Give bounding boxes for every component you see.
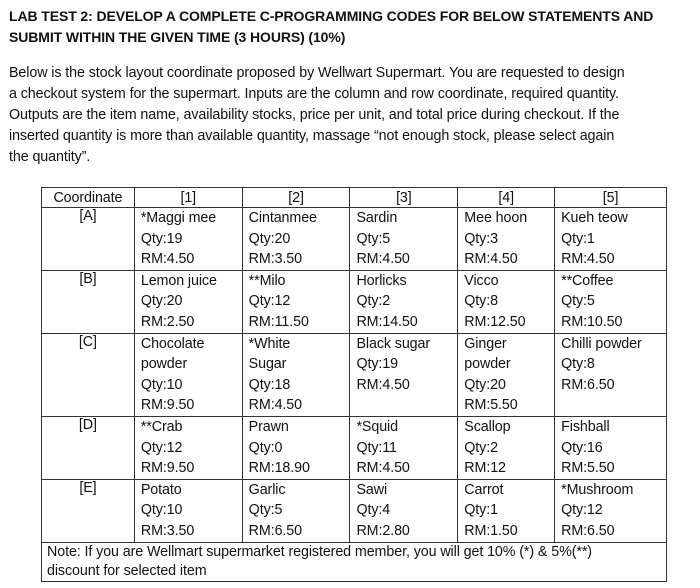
stock-layout-table	[41, 187, 667, 582]
cell-line: Chilli powder	[561, 335, 642, 352]
column-header: [2]	[242, 188, 350, 208]
cell-line: Kueh teow	[561, 210, 628, 226]
cell-line: RM:4.50	[140, 251, 195, 268]
cell-line: RM:3.50	[248, 251, 303, 268]
stock-cell	[350, 208, 458, 271]
cell-line: Qty:12	[561, 502, 603, 519]
cell-line: Qty:0	[248, 439, 283, 456]
cell-line: Qty:16	[561, 439, 603, 456]
stock-cell	[458, 270, 555, 333]
cell-line: Qty:19	[140, 230, 183, 247]
row-coordinate-label: [E]	[42, 479, 135, 542]
table-row	[42, 479, 667, 542]
cell-line: RM:9.50	[140, 460, 195, 477]
table-row	[42, 270, 667, 333]
stock-cell	[350, 479, 458, 542]
cell-line: RM:6.50	[248, 522, 303, 539]
cell-line: RM:1.50	[464, 522, 518, 539]
stock-cell	[134, 416, 242, 479]
cell-line: RM:9.50	[140, 397, 195, 414]
document-title	[9, 6, 689, 47]
stock-cell	[555, 479, 667, 542]
description-line: the quantity”.	[9, 149, 91, 165]
cell-line: Fishball	[561, 418, 610, 435]
cell-line: Qty:12	[140, 439, 183, 456]
stock-cell	[134, 208, 242, 271]
description-line: a checkout system for the supermart. Inputs are the column and row coordinate, required quantity.	[9, 86, 619, 102]
stock-cell	[555, 333, 667, 416]
cell-line: powder	[140, 356, 188, 373]
cell-line: RM:6.50	[561, 376, 615, 393]
row-coordinate-label: [A]	[42, 208, 135, 271]
cell-line: RM:11.50	[248, 313, 309, 330]
stock-cell	[350, 333, 458, 416]
discount-note	[42, 542, 667, 581]
stock-cell	[134, 333, 242, 416]
cell-line: RM:4.50	[561, 251, 615, 268]
cell-line: Qty:20	[248, 230, 291, 247]
cell-line: RM:14.50	[356, 313, 418, 330]
cell-line: **Coffee	[561, 272, 614, 289]
title-line: SUBMIT WITHIN THE GIVEN TIME (3 HOURS) (10%)	[9, 28, 346, 45]
cell-line: Qty:2	[464, 439, 498, 456]
stock-cell	[350, 270, 458, 333]
cell-line: RM:12	[464, 460, 506, 477]
cell-line: Qty:1	[464, 502, 498, 519]
cell-line: Qty:10	[140, 502, 183, 519]
cell-line: Qty:4	[356, 502, 391, 519]
cell-line: Qty:2	[356, 293, 391, 310]
stock-cell	[134, 479, 242, 542]
cell-line: *Squid	[356, 418, 398, 435]
cell-line: **Milo	[248, 272, 286, 289]
note-line: discount for selected item	[47, 562, 207, 579]
cell-line: RM:4.50	[248, 397, 303, 414]
cell-line: RM:2.50	[140, 313, 195, 330]
cell-line: Chocolate	[140, 335, 205, 352]
cell-line: Carrot	[464, 481, 504, 498]
cell-line: Lemon juice	[140, 272, 217, 289]
stock-cell	[458, 416, 555, 479]
column-header: [1]	[134, 188, 242, 208]
cell-line: Horlicks	[356, 272, 407, 289]
cell-line: RM:4.50	[356, 460, 410, 477]
cell-line: Potato	[140, 481, 182, 498]
note-row	[42, 542, 667, 581]
stock-cell	[134, 270, 242, 333]
cell-line: RM:12.50	[464, 313, 526, 330]
cell-line: Mee hoon	[464, 210, 528, 226]
stock-cell	[555, 270, 667, 333]
cell-line: **Crab	[140, 418, 183, 435]
stock-cell	[242, 479, 350, 542]
cell-line: RM:6.50	[561, 522, 615, 539]
cell-line: *Maggi mee	[140, 210, 217, 226]
stock-cell	[555, 208, 667, 271]
cell-line: Qty:1	[561, 230, 595, 247]
cell-line: *White	[248, 335, 291, 352]
column-header: [3]	[350, 188, 458, 208]
cell-line: *Mushroom	[561, 481, 634, 498]
stock-cell	[458, 208, 555, 271]
table-row	[42, 416, 667, 479]
cell-line: Qty:12	[248, 293, 291, 310]
cell-line: Qty:5	[561, 293, 595, 310]
coordinate-header: Coordinate	[42, 188, 135, 208]
cell-line: Qty:8	[561, 356, 595, 373]
problem-description	[9, 63, 693, 168]
cell-line: RM:4.50	[464, 251, 518, 268]
cell-line: powder	[464, 356, 511, 373]
cell-line: Qty:5	[248, 502, 283, 519]
stock-cell	[242, 333, 350, 416]
cell-line: Black sugar	[356, 335, 431, 352]
cell-line: Sugar	[248, 356, 287, 373]
cell-line: RM:3.50	[140, 522, 195, 539]
note-line: Note: If you are Wellmart supermarket registered member, you will get 10% (*) & 5%(**)	[47, 543, 592, 560]
cell-line: Vicco	[464, 272, 499, 289]
table-header-row	[42, 188, 667, 208]
cell-line: RM:10.50	[561, 313, 623, 330]
stock-cell	[350, 416, 458, 479]
cell-line: Scallop	[464, 418, 511, 435]
title-line: LAB TEST 2: DEVELOP A COMPLETE C-PROGRAMMING CODES FOR BELOW STATEMENTS AND	[9, 8, 654, 24]
stock-cell	[555, 416, 667, 479]
cell-line: Ginger	[464, 335, 507, 352]
cell-line: Qty:10	[140, 376, 183, 393]
cell-line: Qty:3	[464, 230, 498, 247]
cell-line: Qty:8	[464, 293, 498, 310]
table-row	[42, 208, 667, 271]
column-header: [4]	[458, 188, 555, 208]
cell-line: Prawn	[248, 418, 289, 435]
cell-line: RM:5.50	[464, 397, 518, 414]
cell-line: RM:5.50	[561, 460, 615, 477]
description-line: Outputs are the item name, availability stocks, price per unit, and total price during checkout. If the	[9, 107, 620, 123]
cell-line: Qty:11	[356, 439, 397, 456]
row-coordinate-label: [C]	[42, 333, 135, 416]
cell-line: Qty:20	[464, 376, 506, 393]
cell-line: Sawi	[356, 481, 388, 498]
description-line: inserted quantity is more than available quantity, massage “not enough stock, please select again	[9, 128, 615, 144]
stock-cell	[242, 208, 350, 271]
stock-cell	[242, 416, 350, 479]
stock-cell	[458, 479, 555, 542]
cell-line: RM:18.90	[248, 460, 310, 477]
stock-cell	[242, 270, 350, 333]
cell-line: RM:4.50	[356, 376, 410, 393]
cell-line: Sardin	[356, 210, 398, 226]
cell-line: Qty:18	[248, 376, 291, 393]
cell-line: RM:4.50	[356, 251, 410, 268]
column-header: [5]	[555, 188, 667, 208]
stock-cell	[458, 333, 555, 416]
cell-line: Qty:5	[356, 230, 391, 247]
description-line: Below is the stock layout coordinate proposed by Wellwart Supermart. You are requested to design	[9, 65, 625, 81]
row-coordinate-label: [B]	[42, 270, 135, 333]
cell-line: Garlic	[248, 481, 286, 498]
cell-line: RM:2.80	[356, 522, 410, 539]
cell-line: Qty:20	[140, 293, 183, 310]
cell-line: Qty:19	[356, 356, 398, 373]
cell-line: Cintanmee	[248, 210, 317, 226]
row-coordinate-label: [D]	[42, 416, 135, 479]
table-row	[42, 333, 667, 416]
